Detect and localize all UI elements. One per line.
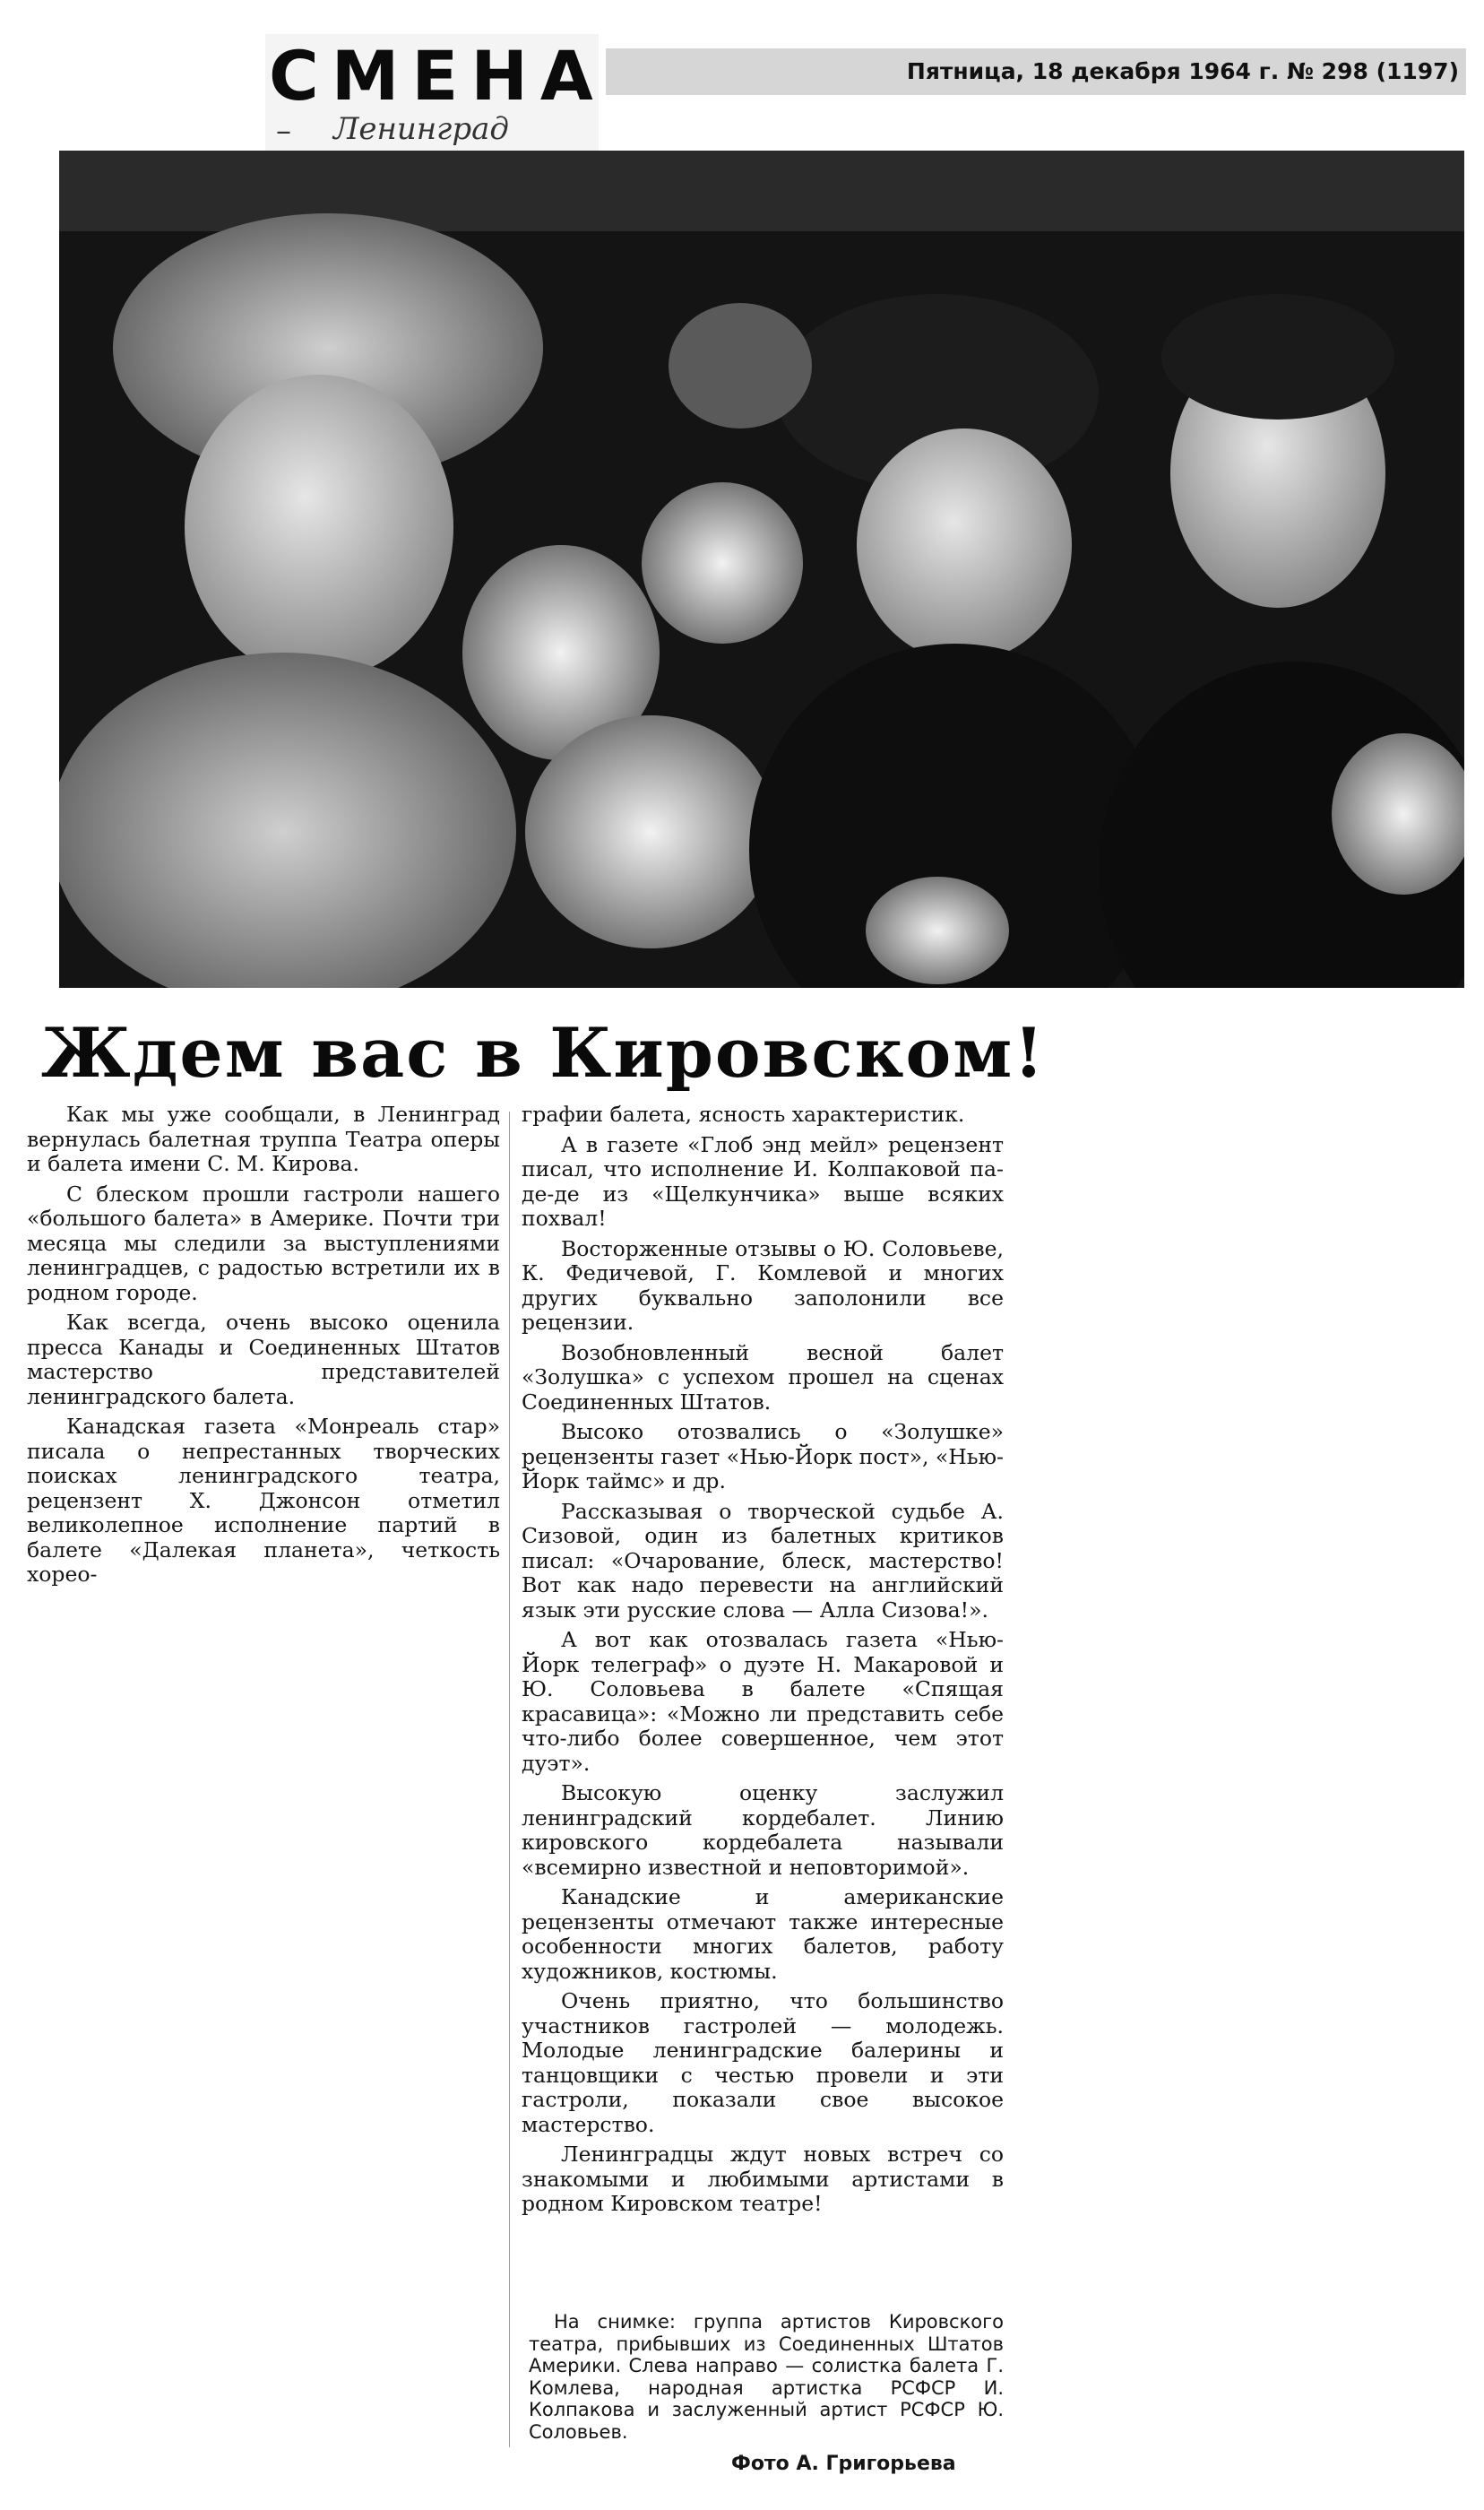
- article-column-1: [27, 1103, 500, 1593]
- article-paragraph: Высоко отозвались о «Золушке» рецензенты газет «Нью-Йорк пост», «Нью-Йорк таймс» и др.: [522, 1419, 1004, 1493]
- photo-caption: На снимке: группа артистов Кировского театра, прибывших из Соединенных Штатов Америки. Слева направо — солистка балета Г. Комлева, народная артистка РСФСР И. Колпакова и заслуженный артист РСФСР Ю. Соловьев.: [529, 2311, 1004, 2443]
- masthead-dash: –: [276, 113, 291, 149]
- article-paragraph: Как мы уже сообщали, в Ленинград вернулась балетная труппа Театра оперы и балета имени С. М. Кирова.: [27, 1102, 500, 1176]
- issue-date-line: Пятница, 18 декабря 1964 г. № 298 (1197): [606, 48, 1466, 95]
- article-paragraph: Возобновленный весной балет «Золушка» с успехом прошел на сценах Соединенных Штатов.: [522, 1339, 1004, 1415]
- article-paragraph: А в газете «Глоб энд мейл» рецензент писал, что исполнение И. Колпаковой па-де-де из «Щелкунчика» выше всяких похвал!: [522, 1131, 1004, 1231]
- article-paragraph: Высокую оценку заслужил ленинградский кордебалет. Линию кировского кордебалета называли «всемирно известной и неповторимой».: [522, 1780, 1004, 1880]
- article-paragraph: А вот как отозвалась газета «Нью-Йорк телеграф» о дуэте Н. Макаровой и Ю. Соловьева в балете «Спящая красавица»: «Можно ли представить себе что-либо более совершенное, чем этот дуэт».: [522, 1627, 1004, 1776]
- article-paragraph: Восторженные отзывы о Ю. Соловьеве, К. Федичевой, Г. Комлевой и многих других буквально заполонили все рецензии.: [522, 1235, 1004, 1335]
- news-photo: [59, 151, 1464, 988]
- article-paragraph: Канадская газета «Монреаль стар» писала о непрестанных творческих поисках ленинградского театра, рецензент Х. Джонсон отметил великолепное исполнение партий в балете «Далекая планета», четкость хорео-: [27, 1414, 500, 1587]
- article-headline: Ждем вас в Кировском!: [41, 1013, 1046, 1093]
- article-column-2: [522, 1103, 1004, 2222]
- masthead-city: Ленинград: [333, 111, 509, 147]
- photo-credit: Фото А. Григорьева: [731, 2453, 956, 2475]
- article-paragraph-continued: графии балета, ясность характеристик.: [522, 1102, 965, 1127]
- column-divider: [509, 1112, 510, 2447]
- article-paragraph: Ленинградцы ждут новых встреч со знакомыми и любимыми артистами в родном Кировском театре!: [522, 2142, 1004, 2216]
- article-paragraph: Рассказывая о творческой судьбе А. Сизовой, один из балетных критиков писал: «Очарование, блеск, мастерство! Вот как надо перевести на английский язык эти русские слова — Алла Сизова!».: [522, 1498, 1004, 1623]
- article-paragraph: Как всегда, очень высоко оценила пресса Канады и Соединенных Штатов мастерство представителей ленинградского балета.: [27, 1310, 500, 1409]
- article-paragraph: Канадские и американские рецензенты отмечают также интересные особенности многих балетов, работу художников, костюмы.: [522, 1884, 1004, 1984]
- article-paragraph: Очень приятно, что большинство участников гастролей — молодежь. Молодые ленинградские балерины и танцовщики с честью провели и эти гастроли, показали свое высокое мастерство.: [522, 1988, 1004, 2137]
- article-paragraph: С блеском прошли гастроли нашего «большого балета» в Америке. Почти три месяца мы следили за выступлениями ленинградцев, с радостью встретили их в родном городе.: [27, 1181, 500, 1305]
- photo-of-three-ballet-artists-icon: [59, 151, 1464, 988]
- newspaper-masthead-title: СМЕНА: [269, 36, 606, 116]
